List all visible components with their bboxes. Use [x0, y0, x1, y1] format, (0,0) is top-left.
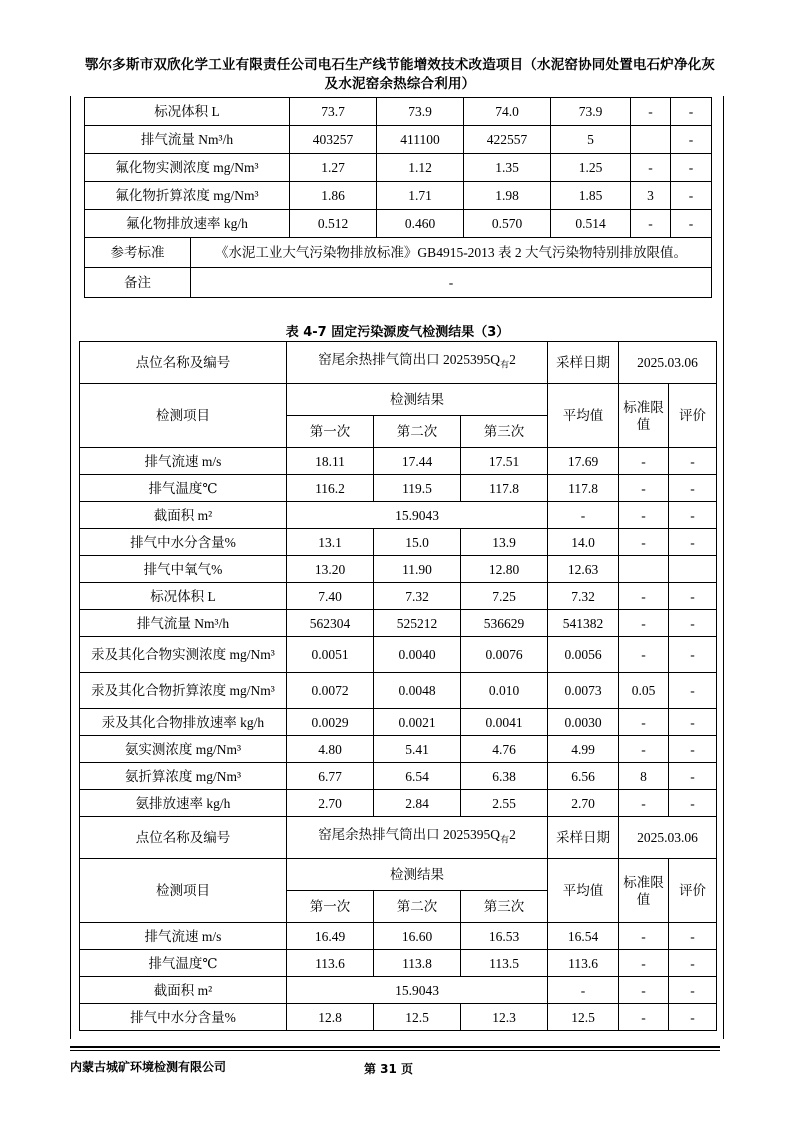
table-row — [80, 763, 717, 790]
table-cell: - — [669, 529, 717, 556]
table-cell: 2.84 — [374, 790, 461, 817]
table-row — [80, 529, 717, 556]
header-line-1: 鄂尔多斯市双欣化学工业有限责任公司电石生产线节能增效技术改造项目（水泥窑协同处置电石炉净化灰 — [84, 57, 716, 73]
item-label: 排气温度℃ — [80, 475, 287, 502]
table-cell: 119.5 — [374, 475, 461, 502]
table-cell: 13.1 — [287, 529, 374, 556]
note-text: - — [191, 268, 712, 298]
table-cell: 7.32 — [374, 583, 461, 610]
table-cell: 1.85 — [551, 182, 631, 210]
table-row — [85, 238, 712, 268]
table-cell: - — [669, 950, 717, 977]
table-cell: 12.63 — [548, 556, 619, 583]
table-cell: 0.0030 — [548, 709, 619, 736]
point-label: 点位名称及编号 — [80, 817, 287, 859]
point-value — [287, 817, 548, 859]
table-cell: 14.0 — [548, 529, 619, 556]
item-label: 排气中水分含量% — [80, 529, 287, 556]
table-cell: 17.51 — [461, 448, 548, 475]
table-cell: 4.80 — [287, 736, 374, 763]
table-cell: - — [619, 637, 669, 673]
table-cell: - — [619, 736, 669, 763]
table-cell: 0.05 — [619, 673, 669, 709]
table-row — [80, 475, 717, 502]
table-cell: 16.60 — [374, 923, 461, 950]
item-label: 标况体积 L — [80, 583, 287, 610]
point-code-subscript: 有 — [500, 359, 510, 370]
table-cell: 73.9 — [551, 98, 631, 126]
table-cell: 117.8 — [461, 475, 548, 502]
table-cell: - — [631, 154, 671, 182]
table-cell: 6.56 — [548, 763, 619, 790]
table-cell: 0.0048 — [374, 673, 461, 709]
table-cell: 1.35 — [464, 154, 551, 182]
point-label: 点位名称及编号 — [80, 342, 287, 384]
point-code-subscript: 有 — [500, 834, 510, 845]
table-cell: 525212 — [374, 610, 461, 637]
table-cell: 18.11 — [287, 448, 374, 475]
table-cell: 113.5 — [461, 950, 548, 977]
table-cell: 7.40 — [287, 583, 374, 610]
table-row — [85, 154, 712, 182]
document-header — [70, 56, 730, 94]
point-code-suffix: 2 — [509, 352, 516, 368]
table-cell: 0.514 — [551, 210, 631, 238]
evaluation-header: 评价 — [669, 859, 717, 923]
evaluation-header: 评价 — [669, 384, 717, 448]
item-label: 氟化物折算浓度 mg/Nm³ — [85, 182, 290, 210]
table-cell: 0.0040 — [374, 637, 461, 673]
table-cell: 73.7 — [290, 98, 377, 126]
table-cell: 7.32 — [548, 583, 619, 610]
table-cell: 2.70 — [287, 790, 374, 817]
table-cell: - — [669, 977, 717, 1004]
table-cell: 12.8 — [287, 1004, 374, 1031]
table-cell: - — [619, 610, 669, 637]
table-cell: 0.0056 — [548, 637, 619, 673]
table-row — [80, 556, 717, 583]
note-label: 备注 — [85, 268, 191, 298]
table-cell: - — [669, 923, 717, 950]
limit-header: 标准限值 — [619, 859, 669, 923]
item-label: 氟化物排放速率 kg/h — [85, 210, 290, 238]
item-label: 排气流量 Nm³/h — [80, 610, 287, 637]
table-cell: - — [548, 502, 619, 529]
table-cell: 0.570 — [464, 210, 551, 238]
table-cell: - — [619, 448, 669, 475]
table-row — [80, 673, 717, 709]
table-cell: - — [669, 583, 717, 610]
table-cell: 16.54 — [548, 923, 619, 950]
table-cell: - — [619, 1004, 669, 1031]
table-cell: - — [669, 610, 717, 637]
table-cell: 1.25 — [551, 154, 631, 182]
table-cell: 2.55 — [461, 790, 548, 817]
table-cell: - — [619, 709, 669, 736]
item-label: 截面积 m² — [80, 977, 287, 1004]
table-row — [85, 98, 712, 126]
table-cell: - — [669, 790, 717, 817]
run-header: 第三次 — [461, 891, 548, 923]
item-label: 排气温度℃ — [80, 950, 287, 977]
average-header: 平均值 — [548, 384, 619, 448]
table-cell: - — [619, 950, 669, 977]
table-cell: 0.512 — [290, 210, 377, 238]
table-row — [80, 736, 717, 763]
table-row — [85, 182, 712, 210]
table-row — [80, 977, 717, 1004]
point-code: 窑尾余热排气筒出口 2025395Q — [318, 827, 501, 843]
average-header: 平均值 — [548, 859, 619, 923]
table-cell: 403257 — [290, 126, 377, 154]
table-row — [80, 923, 717, 950]
table-cell: 536629 — [461, 610, 548, 637]
table-row — [80, 502, 717, 529]
table-cell: - — [669, 673, 717, 709]
table-cell: - — [619, 502, 669, 529]
footer-company: 内蒙古城矿环境检测有限公司 — [70, 1060, 227, 1074]
table-cell: 12.5 — [548, 1004, 619, 1031]
table-cell: 16.49 — [287, 923, 374, 950]
page-number: 第 31 页 — [364, 1062, 414, 1076]
table-row — [80, 859, 717, 891]
table-cell: 7.25 — [461, 583, 548, 610]
table-row — [80, 384, 717, 416]
table-cell: 113.6 — [548, 950, 619, 977]
table-cell: - — [669, 475, 717, 502]
table-cell: 5.41 — [374, 736, 461, 763]
table-cell: 6.54 — [374, 763, 461, 790]
table-row — [80, 637, 717, 673]
table-caption: 表 4-7 固定污染源废气检测结果（3） — [285, 325, 510, 340]
table-cell — [619, 556, 669, 583]
table-cell: 13.9 — [461, 529, 548, 556]
table-row — [80, 342, 717, 384]
table-cell: 0.0076 — [461, 637, 548, 673]
header-line-2: 及水泥窑余热综合利用） — [324, 76, 476, 92]
item-label: 排气流速 m/s — [80, 448, 287, 475]
table-cell: 3 — [631, 182, 671, 210]
table-cell: - — [619, 583, 669, 610]
item-label: 氨排放速率 kg/h — [80, 790, 287, 817]
item-label: 汞及其化合物实测浓度 mg/Nm³ — [80, 637, 287, 673]
item-label: 截面积 m² — [80, 502, 287, 529]
table-row — [80, 817, 717, 859]
table-cell: 1.98 — [464, 182, 551, 210]
table-cell: - — [619, 923, 669, 950]
table-cell: 8 — [619, 763, 669, 790]
table-cell: - — [671, 182, 712, 210]
table-cell: 2.70 — [548, 790, 619, 817]
table-cell: 6.38 — [461, 763, 548, 790]
table-cell: - — [671, 154, 712, 182]
table-cell: - — [669, 637, 717, 673]
table-cell: - — [671, 210, 712, 238]
table-cell: 12.5 — [374, 1004, 461, 1031]
table-cell: 74.0 — [464, 98, 551, 126]
table-cell: 5 — [551, 126, 631, 154]
table-emission-results — [79, 341, 717, 1031]
table-cell: - — [669, 709, 717, 736]
table-cell: 73.9 — [377, 98, 464, 126]
item-label: 氨折算浓度 mg/Nm³ — [80, 763, 287, 790]
table-cell: 11.90 — [374, 556, 461, 583]
table-cell: 422557 — [464, 126, 551, 154]
merged-value: 15.9043 — [287, 977, 548, 1004]
table-cell: - — [619, 529, 669, 556]
table-cell: 4.76 — [461, 736, 548, 763]
table-cell: - — [631, 98, 671, 126]
table-cell: 6.77 — [287, 763, 374, 790]
table-cell: - — [548, 977, 619, 1004]
item-label: 排气中氧气% — [80, 556, 287, 583]
table-cell: 0.0021 — [374, 709, 461, 736]
table-row — [85, 210, 712, 238]
table-cell: 116.2 — [287, 475, 374, 502]
table-cell: 113.8 — [374, 950, 461, 977]
table-row — [85, 268, 712, 298]
sampling-date: 2025.03.06 — [619, 817, 717, 859]
table-cell: 0.460 — [377, 210, 464, 238]
run-header: 第一次 — [287, 416, 374, 448]
table-row — [80, 448, 717, 475]
item-label: 排气流量 Nm³/h — [85, 126, 290, 154]
table-cell: 0.0072 — [287, 673, 374, 709]
table-cell: 15.0 — [374, 529, 461, 556]
table-cell: 12.80 — [461, 556, 548, 583]
item-header: 检测项目 — [80, 859, 287, 923]
table-continued — [84, 97, 712, 298]
table-cell: 1.12 — [377, 154, 464, 182]
table-row — [80, 1004, 717, 1031]
table-row — [80, 610, 717, 637]
table-cell: - — [669, 502, 717, 529]
table-cell: 411100 — [377, 126, 464, 154]
run-header: 第二次 — [374, 416, 461, 448]
table-cell: 4.99 — [548, 736, 619, 763]
item-label: 氟化物实测浓度 mg/Nm³ — [85, 154, 290, 182]
table-cell: 1.86 — [290, 182, 377, 210]
table-cell: 0.0073 — [548, 673, 619, 709]
run-header: 第二次 — [374, 891, 461, 923]
sampling-date-label: 采样日期 — [548, 817, 619, 859]
table-cell: - — [631, 210, 671, 238]
table-cell: - — [619, 977, 669, 1004]
table-cell: 0.0029 — [287, 709, 374, 736]
item-label: 标况体积 L — [85, 98, 290, 126]
table-cell: 0.0041 — [461, 709, 548, 736]
table-cell: 17.44 — [374, 448, 461, 475]
item-label: 汞及其化合物排放速率 kg/h — [80, 709, 287, 736]
table-cell: 1.27 — [290, 154, 377, 182]
run-header: 第三次 — [461, 416, 548, 448]
merged-value: 15.9043 — [287, 502, 548, 529]
table-cell: - — [671, 98, 712, 126]
reference-text: 《水泥工业大气污染物排放标准》GB4915-2013 表 2 大气污染物特别排放限值。 — [191, 238, 712, 268]
item-label: 氨实测浓度 mg/Nm³ — [80, 736, 287, 763]
sampling-date: 2025.03.06 — [619, 342, 717, 384]
run-header: 第一次 — [287, 891, 374, 923]
table-cell: 117.8 — [548, 475, 619, 502]
table-cell: 1.71 — [377, 182, 464, 210]
table-cell: 113.6 — [287, 950, 374, 977]
table-cell: 0.010 — [461, 673, 548, 709]
table-cell: - — [619, 790, 669, 817]
item-label: 排气流速 m/s — [80, 923, 287, 950]
footer-rule-thin — [70, 1050, 720, 1051]
sampling-date-label: 采样日期 — [548, 342, 619, 384]
table-cell: - — [669, 448, 717, 475]
table-row — [80, 790, 717, 817]
item-label: 汞及其化合物折算浓度 mg/Nm³ — [80, 673, 287, 709]
result-header: 检测结果 — [287, 384, 548, 416]
point-value — [287, 342, 548, 384]
table-row — [80, 709, 717, 736]
table-cell — [669, 556, 717, 583]
item-header: 检测项目 — [80, 384, 287, 448]
point-code-suffix: 2 — [509, 827, 516, 843]
table-cell: 13.20 — [287, 556, 374, 583]
limit-header: 标准限值 — [619, 384, 669, 448]
table-cell: - — [669, 763, 717, 790]
table-cell: - — [669, 736, 717, 763]
table-cell: 562304 — [287, 610, 374, 637]
table-cell: 12.3 — [461, 1004, 548, 1031]
table-row — [80, 583, 717, 610]
point-code: 窑尾余热排气筒出口 2025395Q — [318, 352, 501, 368]
table-row — [80, 950, 717, 977]
result-header: 检测结果 — [287, 859, 548, 891]
item-label: 排气中水分含量% — [80, 1004, 287, 1031]
table-cell: 0.0051 — [287, 637, 374, 673]
table-cell: 541382 — [548, 610, 619, 637]
table-cell: - — [671, 126, 712, 154]
footer-rule — [70, 1046, 720, 1048]
reference-label: 参考标准 — [85, 238, 191, 268]
table-cell: 17.69 — [548, 448, 619, 475]
table-cell: - — [619, 475, 669, 502]
table-cell: 16.53 — [461, 923, 548, 950]
table-cell: - — [669, 1004, 717, 1031]
table-cell — [631, 126, 671, 154]
table-row — [85, 126, 712, 154]
